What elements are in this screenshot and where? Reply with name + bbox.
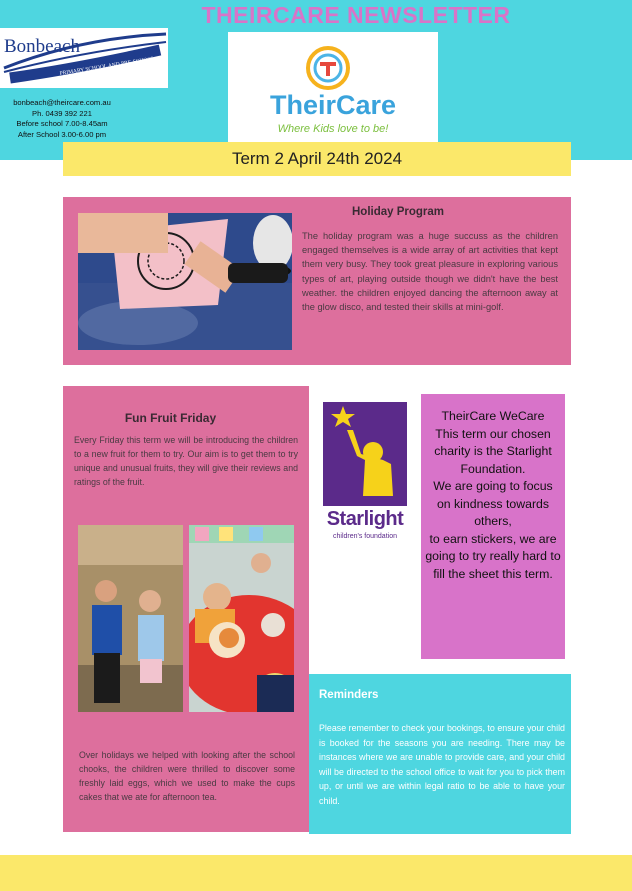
children-outdoor-photo <box>78 525 183 712</box>
wecare-section <box>421 394 565 659</box>
term-banner: Term 2 April 24th 2024 <box>63 142 571 176</box>
newsletter-title: THEIRCARE NEWSLETTER <box>201 2 511 28</box>
school-logo-name: Bonbeach <box>4 36 80 57</box>
fun-fruit-friday-section <box>63 386 309 832</box>
contact-phone: Ph. 0439 392 221 <box>32 108 92 118</box>
starlight-logo-name: Starlight <box>326 508 404 530</box>
theircare-logo-tagline: Where Kids love to be! <box>277 123 389 135</box>
wecare-line: We are going to focus on kindness towards others, <box>433 479 553 528</box>
fun-fruit-friday-title: Fun Fruit Friday <box>124 411 217 425</box>
theircare-logo <box>228 32 438 144</box>
school-logo-tagline: PRIMARY SCHOOL AND PRE-SCHOOL <box>59 56 156 77</box>
holiday-program-section <box>63 197 571 365</box>
reminders-title: Reminders <box>319 689 379 701</box>
children-fruit-table-photo <box>189 525 294 712</box>
footer-band <box>0 855 632 891</box>
fun-fruit-friday-text: Every Friday this term we will be introducing the children to a new fruit for them to try. Our aim is to get them to try unique and unusual fruits, they will give their reviews and ratings of the fruit. <box>74 435 298 487</box>
theircare-logo-name: TheirCare <box>269 90 397 120</box>
contact-email: bonbeach@theircare.com.au <box>13 98 111 107</box>
wecare-line: TheirCare WeCare <box>441 409 545 423</box>
wecare-line: This term our chosen charity is the Starlight Foundation. <box>434 426 552 476</box>
theircare-logo-graphic <box>228 32 438 144</box>
starlight-logo-graphic <box>317 400 413 508</box>
school-chooks-text: Over holidays we helped with looking after the school chooks, the children were thrilled to discover some freshly laid eggs, which we used to make the cups cakes that we ate for afternoon tea. <box>79 750 295 802</box>
holiday-art-photo <box>78 213 292 350</box>
holiday-program-title: Holiday Program <box>351 206 445 218</box>
starlight-logo-sub: children's foundation <box>333 533 397 540</box>
contact-info <box>0 98 124 140</box>
contact-after-school: After School 3.00-6.00 pm <box>17 129 107 139</box>
school-logo-graphic <box>0 28 168 88</box>
holiday-program-text: The holiday program was a huge succuss as the children engaged themselves is a wide array of art activities that kept them very busy. They took great pleasure in exploring various types of art, playing outside though we didn't have the best weather. the children enjoyed dancing the afternoon away at the glow disco, and tested their skills at mini-golf. <box>302 231 558 313</box>
reminders-section <box>309 674 571 834</box>
starlight-logo <box>317 400 413 548</box>
contact-before-school: Before school 7.00-8.45am <box>16 119 108 129</box>
school-logo <box>0 28 168 88</box>
wecare-line: to earn stickers, we are going to try really hard to fill the sheet this term. <box>425 531 561 581</box>
reminders-text: Please remember to check your bookings, to ensure your child is booked for the seasons you are needing. There may be instances where we are unable to provide care, and your child will be directed to the school office to wait for you to pick them up, or until we are within legal ratio to be able to have your child. <box>319 723 565 806</box>
